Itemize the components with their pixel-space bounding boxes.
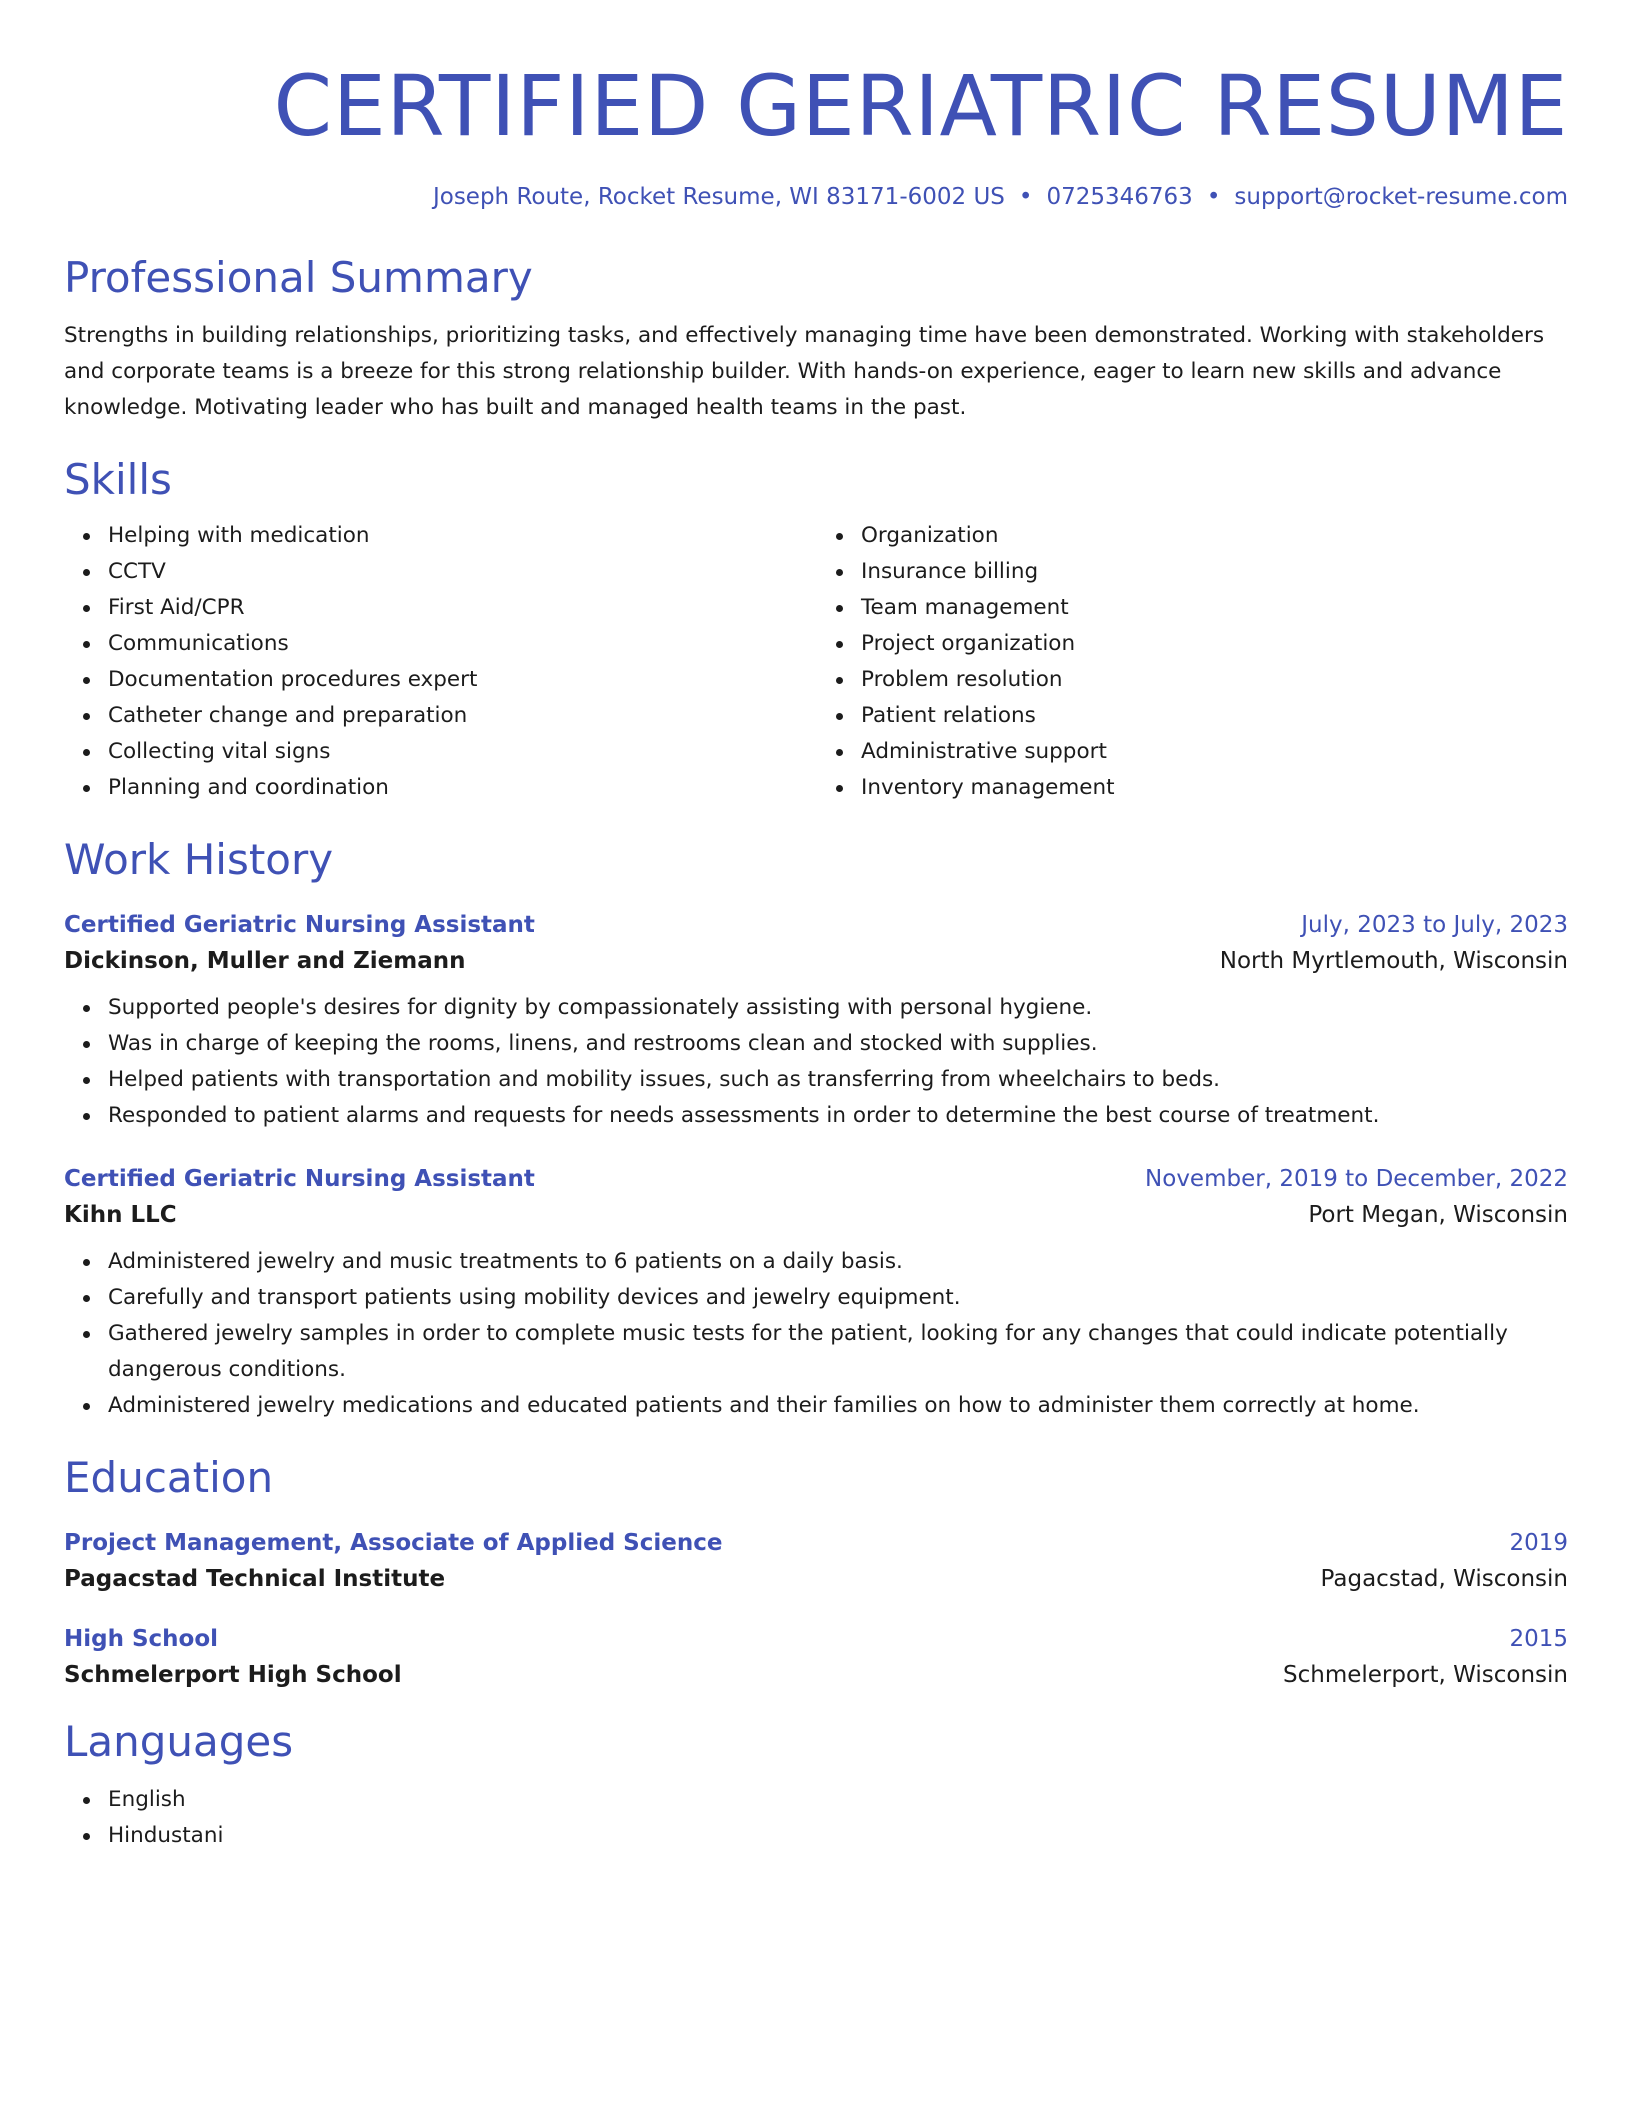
work-entry <box>64 1166 1568 1424</box>
education-entry <box>64 1530 1568 1592</box>
skill-item: Organization <box>861 518 1568 554</box>
languages-heading: Languages <box>64 1717 294 1766</box>
skill-item: Project organization <box>861 626 1568 662</box>
education-entry-subheader <box>64 1566 1568 1592</box>
language-item: English <box>108 1782 1568 1818</box>
contact-phone[interactable]: 0725346763 <box>1046 184 1193 210</box>
education-entry-subheader <box>64 1662 1568 1688</box>
skills-column-right <box>815 518 1568 806</box>
education-entry <box>64 1626 1568 1688</box>
work-history-heading: Work History <box>64 835 334 884</box>
job-duty-item: Carefully and transport patients using mobility devices and jewelry equipment. <box>108 1280 1568 1316</box>
job-duty-item: Administered jewelry medications and educated patients and their families on how to administer them correctly at home. <box>108 1388 1568 1424</box>
skill-item: Catheter change and preparation <box>108 698 815 734</box>
skill-item: Administrative support <box>861 734 1568 770</box>
work-entry-header <box>64 912 1568 938</box>
job-duties-list <box>64 990 1568 1134</box>
work-entry <box>64 912 1568 1134</box>
graduation-year: 2019 <box>1509 1530 1568 1556</box>
job-location: Port Megan, Wisconsin <box>1308 1202 1568 1228</box>
summary-heading: Professional Summary <box>64 253 533 302</box>
degree-name: High School <box>64 1626 219 1652</box>
skill-item: Problem resolution <box>861 662 1568 698</box>
skill-item: Patient relations <box>861 698 1568 734</box>
skill-item: Planning and coordination <box>108 770 815 806</box>
skill-item: Helping with medication <box>108 518 815 554</box>
job-dates: November, 2019 to December, 2022 <box>1145 1166 1568 1192</box>
summary-text: Strengths in building relationships, prioritizing tasks, and effectively managing time have been demonstrated. Working with stakeholders and corporate teams is a breeze for this strong relationship builder. With hands-on experience, eager to learn new skills and advance knowledge. Motivating leader who has built and managed health teams in the past. <box>64 323 1545 420</box>
skill-item: Team management <box>861 590 1568 626</box>
education-entry-header <box>64 1530 1568 1556</box>
job-dates: July, 2023 to July, 2023 <box>1301 912 1568 938</box>
company-name: Dickinson, Muller and Ziemann <box>64 948 466 974</box>
job-duty-item: Responded to patient alarms and requests for needs assessments in order to determine the best course of treatment. <box>108 1098 1568 1134</box>
skill-item: Documentation procedures expert <box>108 662 815 698</box>
job-duties-list <box>64 1244 1568 1424</box>
skill-item: Insurance billing <box>861 554 1568 590</box>
skills-heading: Skills <box>64 455 172 504</box>
work-entry-subheader <box>64 948 1568 974</box>
graduation-year: 2015 <box>1509 1626 1568 1652</box>
degree-name: Project Management, Associate of Applied Science <box>64 1530 723 1556</box>
job-duty-item: Supported people's desires for dignity by compassionately assisting with personal hygiene. <box>108 990 1568 1026</box>
resume-title: CERTIFIED GERIATRIC RESUME <box>273 57 1568 155</box>
work-entry-subheader <box>64 1202 1568 1228</box>
job-duty-item: Administered jewelry and music treatments to 6 patients on a daily basis. <box>108 1244 1568 1280</box>
skill-item: Inventory management <box>861 770 1568 806</box>
school-location: Schmelerport, Wisconsin <box>1283 1662 1568 1688</box>
skills-list <box>64 518 1568 806</box>
contact-separator: • <box>1018 184 1033 210</box>
job-location: North Myrtlemouth, Wisconsin <box>1219 948 1568 974</box>
education-entry-header <box>64 1626 1568 1652</box>
contact-separator: • <box>1206 184 1221 210</box>
skills-column-left <box>64 518 815 806</box>
contact-address: Joseph Route, Rocket Resume, WI 83171-6002 US <box>432 184 1005 210</box>
contact-email[interactable]: support@rocket-resume.com <box>1234 184 1568 210</box>
job-duty-item: Helped patients with transportation and mobility issues, such as transferring from wheelchairs to beds. <box>108 1062 1568 1098</box>
school-name: Pagacstad Technical Institute <box>64 1566 446 1592</box>
job-title: Certified Geriatric Nursing Assistant <box>64 1166 535 1192</box>
skill-item: First Aid/CPR <box>108 590 815 626</box>
languages-list <box>64 1782 1568 1854</box>
skill-item: Communications <box>108 626 815 662</box>
school-name: Schmelerport High School <box>64 1662 402 1688</box>
company-name: Kihn LLC <box>64 1202 177 1228</box>
language-item: Hindustani <box>108 1818 1568 1854</box>
skill-item: CCTV <box>108 554 815 590</box>
job-title: Certified Geriatric Nursing Assistant <box>64 912 535 938</box>
skill-item: Collecting vital signs <box>108 734 815 770</box>
school-location: Pagacstad, Wisconsin <box>1320 1566 1568 1592</box>
work-entry-header <box>64 1166 1568 1192</box>
education-heading: Education <box>64 1453 274 1502</box>
job-duty-item: Was in charge of keeping the rooms, linens, and restrooms clean and stocked with supplies. <box>108 1026 1568 1062</box>
job-duty-item: Gathered jewelry samples in order to complete music tests for the patient, looking for any changes that could indicate potentially dangerous conditions. <box>108 1316 1568 1388</box>
contact-line <box>64 184 1568 210</box>
